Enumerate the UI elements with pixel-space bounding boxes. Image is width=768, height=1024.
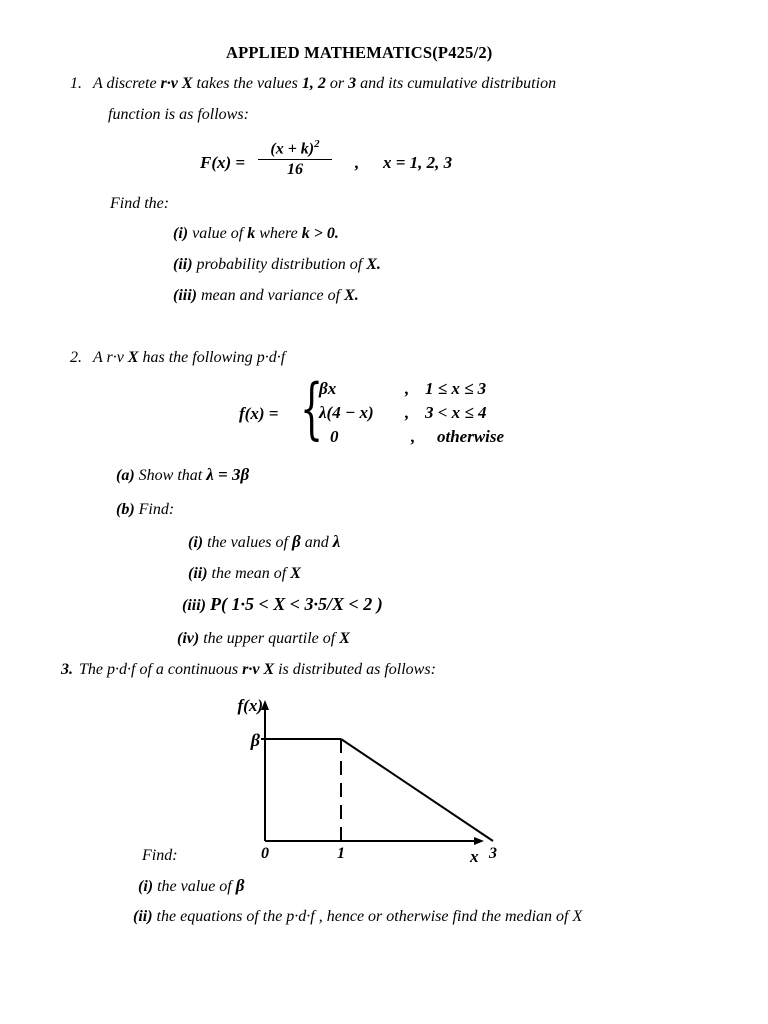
question-2-part-b-i: (i) the values of β and λ: [188, 532, 341, 551]
case-3-expr: 0: [330, 427, 339, 446]
cdf-domain: x = 1, 2, 3: [383, 153, 453, 172]
cdf-comma: ,: [355, 153, 360, 172]
question-1-find: Find the:: [110, 195, 170, 212]
case-2-expr: λ(4 − x): [319, 403, 374, 422]
question-1-number: 1.: [70, 75, 82, 92]
x-axis-arrow: [474, 837, 484, 845]
question-1-part-i: (i) value of k where k > 0.: [173, 225, 339, 242]
question-2-part-a: (a) Show that λ = 3β: [116, 465, 250, 484]
question-3-part-ii: (ii) the equations of the p·d·f , hence or otherwise find the median of X: [133, 908, 583, 925]
cdf-numerator: $(x + k)^2$: [270, 138, 320, 158]
question-2-part-b: (b) Find:: [116, 501, 175, 518]
tick-label-1: 1: [337, 845, 345, 862]
pdf-segment-2: [341, 739, 493, 841]
tick-label-0: 0: [261, 845, 269, 862]
cdf-lhs: F(x) =: [200, 153, 246, 172]
case-1-condition: 1 ≤ x ≤ 3: [425, 379, 487, 398]
cdf-denominator: 16: [287, 161, 303, 179]
question-2-part-b-iv: (iv) the upper quartile of X: [177, 630, 350, 647]
case-1-comma: ,: [405, 379, 410, 398]
case-3-comma: ,: [411, 427, 416, 446]
question-1-line-2: function is as follows:: [108, 106, 249, 123]
tick-label-3: 3: [489, 845, 497, 862]
question-2-intro: A r·v X has the following p·d·f: [93, 349, 286, 366]
beta-axis-label: β: [250, 730, 260, 750]
pdf-lhs: f(x) =: [239, 404, 279, 423]
question-2-part-b-ii: (ii) the mean of X: [188, 565, 301, 582]
question-3-part-i: (i) the value of β: [138, 876, 245, 895]
case-1-expr: βx: [319, 379, 337, 398]
document-title: APPLIED MATHEMATICS(P425/2): [226, 43, 493, 62]
question-3-number: 3.: [61, 661, 73, 678]
case-2-comma: ,: [405, 403, 410, 422]
question-3-find: Find:: [142, 847, 178, 864]
y-axis-label: f(x): [237, 696, 263, 715]
question-1-part-ii: (ii) probability distribution of X.: [173, 256, 381, 273]
graph-group: [238, 696, 497, 866]
case-3-condition: otherwise: [437, 427, 505, 446]
question-2-part-b-iii: (iii) P( 1·5 < X < 3·5/X < 2 ): [182, 594, 383, 614]
question-3-intro: The p·d·f of a continuous r·v X is distributed as follows:: [79, 661, 436, 678]
cases-brace: {: [300, 370, 324, 447]
question-1-line-1: A discrete r·v X takes the values 1, 2 or 3 and its cumulative distribution: [93, 75, 557, 92]
question-2-number: 2.: [70, 349, 82, 366]
case-2-condition: 3 < x ≤ 4: [425, 403, 487, 422]
x-axis-label: x: [470, 847, 479, 866]
question-1-part-iii: (iii) mean and variance of X.: [173, 287, 359, 304]
